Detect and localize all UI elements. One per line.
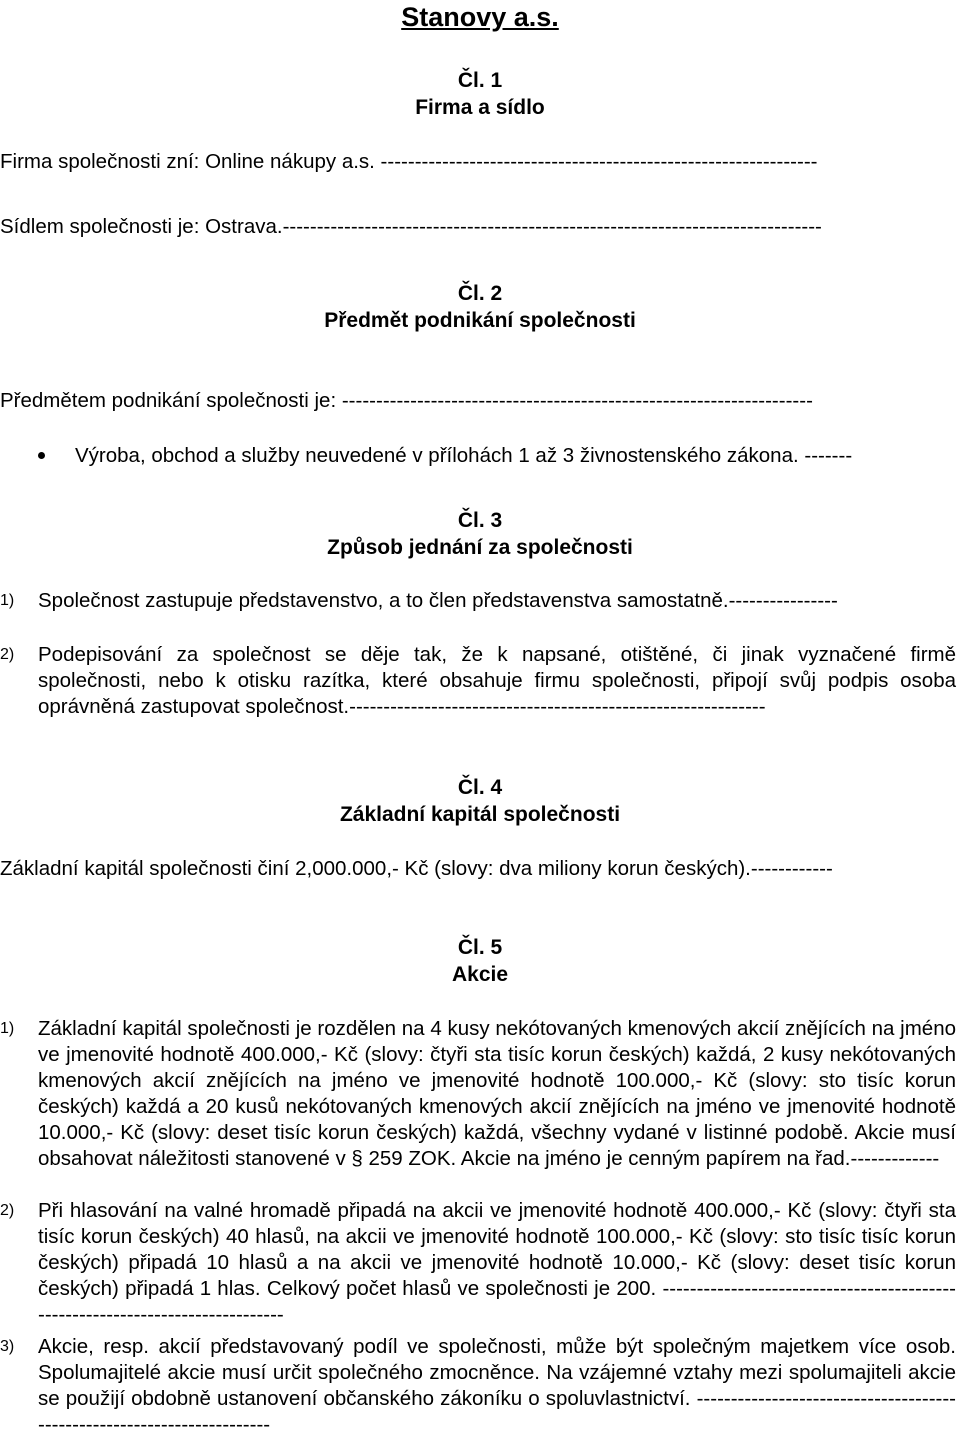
- clause-number: 1): [0, 1020, 15, 1037]
- clause-text: Podepisování za společnost se děje tak, že k napsané, otištěné, či jinak vyznačené firmě společnosti, nebo k otisku razítka, které obsahuje firmu společnosti, připojí svůj podpis osoba oprávněná zastupovat společnost.-------------------------------------------------------------: [38, 643, 956, 718]
- article-2-number: Čl. 2: [457, 282, 503, 305]
- business-subject-line: Předmětem podnikání společnosti je: ---------------------------------------------------------------------: [0, 389, 813, 412]
- document-title: Stanovy a.s.: [401, 2, 559, 32]
- article-4-heading: Základní kapitál společnosti: [339, 803, 621, 826]
- clause-number: 3): [0, 1338, 15, 1355]
- article-3-number: Čl. 3: [457, 509, 503, 532]
- article-2-heading: Předmět podnikání společnosti: [324, 309, 636, 332]
- clause-number: 2): [0, 1202, 15, 1219]
- bullet-icon: [38, 452, 45, 459]
- clause-text: Základní kapitál společnosti je rozdělen na 4 kusy nekótovaných kmenových akcií znějících na jméno ve jmenovité hodnotě 400.000,- Kč (slovy: čtyři sta tisíc korun českých) každá, 2 kusy nekótovaných kmenových akcií znějících na jméno ve jmenovité hodnotě 100.000,- Kč (slovy: sto tisíc korun českých) každá a 20 kusů nekótovaných kmenových akcií znějících na jméno ve jmenovité hodnotě 10.000,- Kč (slovy: deset tisíc korun českých) každá, všechny vydané v listinné podobě. Akcie musí obsahovat náležitosti stanovené v § 259 ZOK. Akcie na jméno je cenným papírem na řad.-------------: [38, 1017, 956, 1170]
- clause-text: Společnost zastupuje představenstvo, a to člen představenstva samostatně.----------------: [38, 589, 838, 612]
- article-1-heading: Firma a sídlo: [415, 96, 545, 119]
- article-1-number: Čl. 1: [457, 69, 503, 92]
- article-5-heading: Akcie: [451, 963, 509, 986]
- article-5-number: Čl. 5: [457, 936, 503, 959]
- clause-text: Při hlasování na valné hromadě připadá na akcii ve jmenovité hodnotě 400.000,- Kč (slovy: čtyři sta tisíc korun českých) 40 hlasů, na akcii ve jmenovité hodnotě 100.000,- Kč (slovy: sto tisíc tisíc korun českých) připadá 10 hlasů a na akcii ve jmenovité hodnotě 10.000,- Kč (slovy: deset tisíc korun českých) připadá 1 hlas. Celkový počet hlasů ve společnosti je 200. -------------------------------------------------------------------------------: [38, 1199, 956, 1326]
- capital-line: Základní kapitál společnosti činí 2,000.000,- Kč (slovy: dva miliony korun českých).------------: [0, 857, 833, 880]
- article-3-heading: Způsob jednání za společnosti: [327, 536, 633, 559]
- article-4-number: Čl. 4: [457, 776, 503, 799]
- business-subject-item: Výroba, obchod a služby neuvedené v přílohách 1 až 3 živnostenského zákona. -------: [75, 444, 853, 467]
- clause-number: 1): [0, 592, 15, 609]
- clause-text: Akcie, resp. akcií představovaný podíl ve společnosti, může být společným majetkem více osob. Spolumajitelé akcie musí určit společného zmocněnce. Na vzájemné vztahy mezi spolumajiteli akcie se použijí obdobně ustanovení občanského zákoníku o spoluvlastnictví. ------------------------------------------------------------------------: [38, 1335, 956, 1436]
- company-name-line: Firma společnosti zní: Online nákupy a.s. ----------------------------------------------------------------: [0, 150, 818, 173]
- clause-number: 2): [0, 646, 15, 663]
- company-seat-line: Sídlem společnosti je: Ostrava.-------------------------------------------------------------------------------: [0, 215, 822, 238]
